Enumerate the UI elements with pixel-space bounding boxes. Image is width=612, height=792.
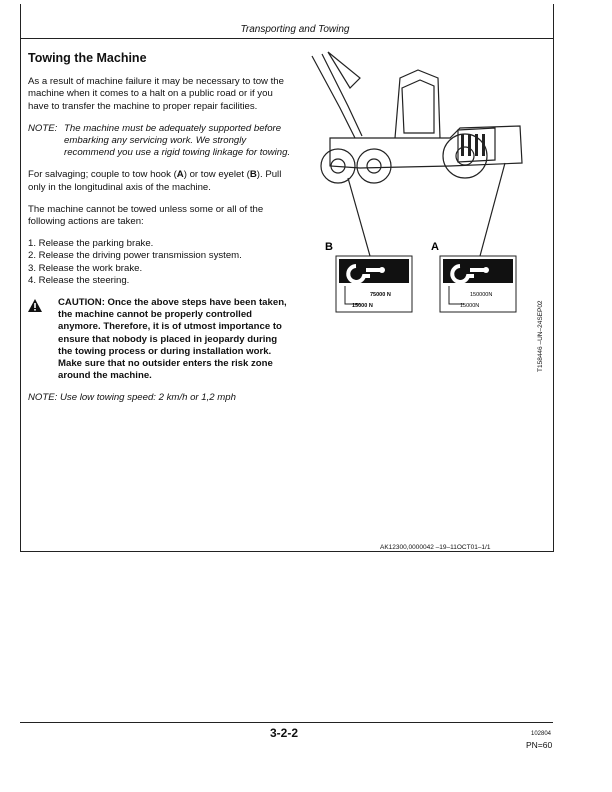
note-1-label: NOTE: [28, 122, 58, 134]
salvage-text-2: ) or tow eyelet ( [183, 169, 250, 181]
figure-id: T158446 –UN–24SEP02 [537, 300, 544, 372]
forwarder-illustration [300, 48, 530, 318]
warning-icon [28, 297, 58, 382]
note-1 [28, 123, 294, 160]
list-item: 1. Release the parking brake. [28, 238, 154, 250]
a-force-2: 15000N [460, 303, 480, 309]
page-number: 3-2-2 [270, 726, 299, 740]
a-force-1: 150000N [470, 292, 493, 298]
salvage-ref-a: A [176, 169, 184, 181]
list-item: 3. Release the work brake. [28, 262, 143, 274]
b-force-2: 15000 N [352, 303, 373, 309]
caution-block [28, 297, 294, 382]
intro-paragraph: As a result of machine failure it may be necessary to tow the machine when it comes to a halt on a public road or if you have to transfer the machine to proper repair facilities. [28, 76, 284, 112]
list-item: 4. Release the steering. [28, 274, 130, 286]
section-title: Towing the Machine [28, 51, 147, 65]
header-title: Transporting and Towing [240, 24, 350, 35]
cannot-tow-paragraph: The machine cannot be towed unless some or all of the following actions are taken: [28, 203, 264, 228]
pn-number: PN=60 [526, 740, 553, 750]
header-rule [20, 38, 553, 39]
main-content [28, 52, 294, 415]
steps-list [28, 238, 294, 287]
salvage-text-1: For salvaging; couple to tow hook ( [28, 169, 177, 181]
tow-hook-a-decal [440, 256, 516, 312]
note-1-text: The machine must be adequately supported before embarking any servicing work. We strongly recommend you use a rigid towing linkage for towing. [64, 122, 291, 159]
document-id: AK12300,0000042 –19–11OCT01–1/1 [380, 544, 491, 551]
list-item: 2. Release the driving power transmission system. [28, 250, 242, 262]
salvage-paragraph [28, 169, 294, 193]
footer-rule [20, 722, 553, 723]
note-2: NOTE: Use low towing speed: 2 km/h or 1,2 mph [28, 392, 236, 404]
label-a: A [431, 241, 439, 253]
tow-eyelet-b-decal [336, 256, 412, 312]
salvage-ref-b: B [249, 169, 257, 181]
b-force-1: 75000 N [370, 292, 391, 298]
label-b: B [325, 241, 333, 253]
caution-text: CAUTION: Once the above steps have been taken, the machine cannot be properly controlled anymore. Therefore, it is of utmost importance to ensure that nobody is placed in jeopardy during the towing process or during installation work. Make sure that no outsider enters the risk zone around the machine. [58, 297, 287, 382]
salvage-text-3: ). Pull only in the longitudinal axis of the machine. [28, 169, 282, 193]
revision-code: 102804 [531, 731, 552, 737]
